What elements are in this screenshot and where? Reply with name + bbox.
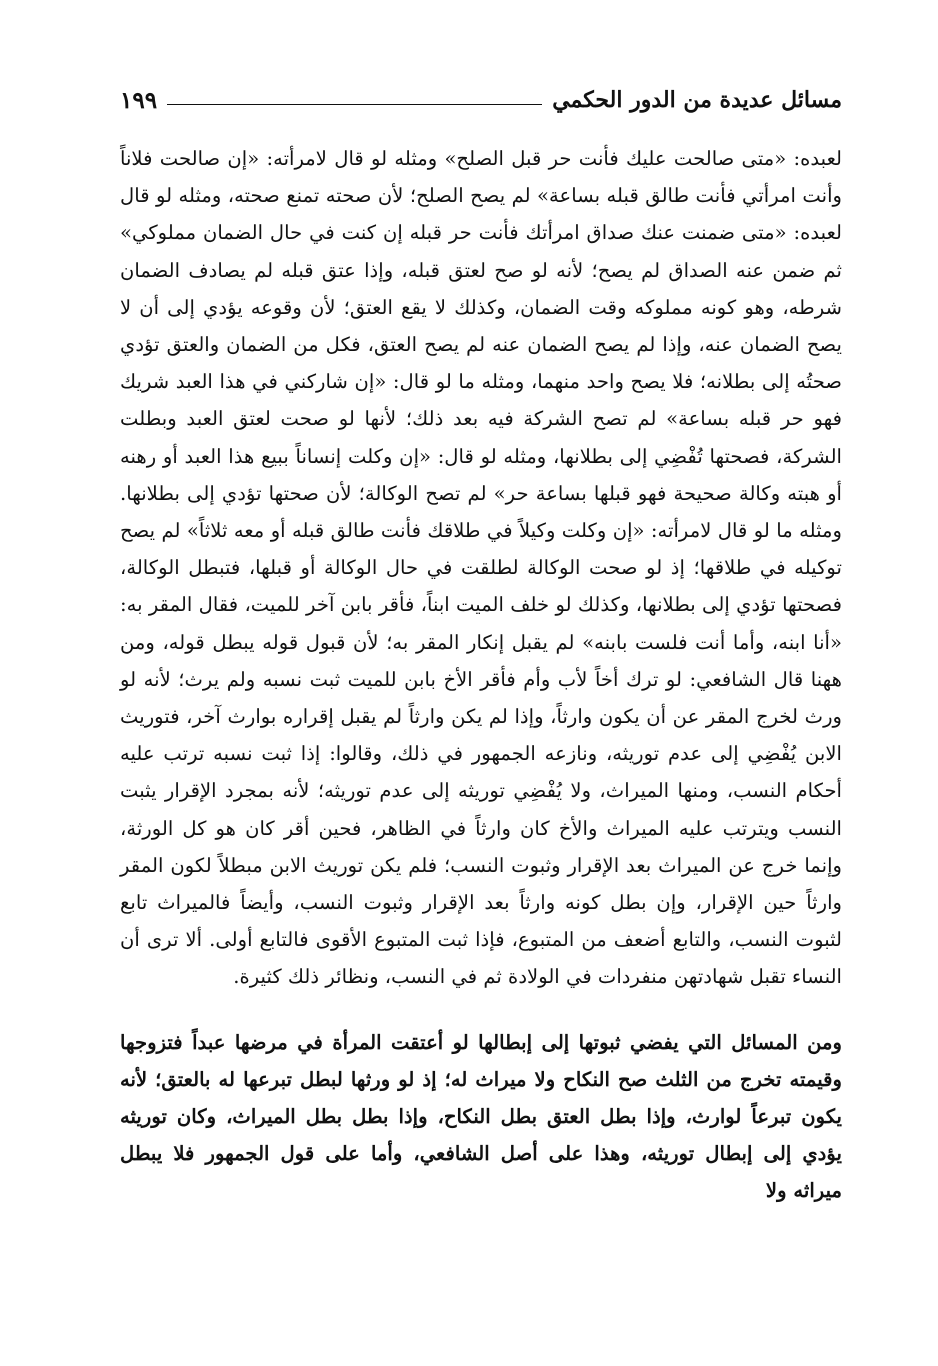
header-rule <box>167 104 542 105</box>
running-title: مسائل عديدة من الدور الحكمي <box>552 87 842 113</box>
page-number: ١٩٩ <box>120 86 158 114</box>
page-header <box>120 78 842 122</box>
paragraph: ومن المسائل التي يفضي ثبوتها إلى إبطالها لو أعتقت المرأة في مرضها عبداً فتزوجها وقيمته تخرج من الثلث صح النكاح ولا ميراث له؛ إذ لو ورثها لبطل تبرعها له بالعتق؛ لأنه يكون تبرعاً لوارث، وإذا بطل العتق بطل النكاح، وإذا بطل بطل الميراث، وكان توريثه يؤدي إلى إبطال توريثه، وهذا على أصل الشافعي، وأما على قول الجمهور فلا يبطل ميراثه ولا <box>120 1030 842 1203</box>
paragraph: لعبده: «متى صالحت عليك فأنت حر قبل الصلح» ومثله لو قال لامرأته: «إن صالحت فلاناً وأنت امرأتي فأنت طالق قبله بساعة» لم يصح الصلح؛ لأن صحته تمنع صحته، ومثله لو قال لعبده: «متى ضمنت عنك صداق امرأتك فأنت حر قبله إن كنت في حال الضمان مملوكي» ثم ضمن عنه الصداق لم يصح؛ لأنه لو صح لعتق قبله، وإذا عتق قبله لم يصادف الضمان شرطه، وهو كونه مملوكه وقت الضمان، وكذلك لا يقع العتق؛ لأن وقوعه يؤدي إلى أن لا يصح الضمان عنه، وإذا لم يصح الضمان عنه لم يصح العتق، فكل من الضمان والعتق تؤدي صحتُه إلى بطلانه؛ فلا يصح واحد منهما، ومثله ما لو قال: «إن شاركني في هذا العبد شريك فهو حر قبله بساعة» لم تصح الشركة فيه بعد ذلك؛ لأنها لو صحت لعتق العبد وبطلت الشركة، فصحتها تُفْضِي إلى بطلانها، ومثله لو قال: «إن وكلت إنساناً ببيع هذا العبد أو رهنه أو هبته وكالة صحيحة فهو قبلها بساعة حر» لم تصح الوكالة؛ لأن صحتها تؤدي إلى بطلانها. ومثله ما لو قال لامرأته: «إن وكلت وكيلاً في طلاقك فأنت طالق قبله أو معه ثلاثاً» لم يصح توكيله في طلاقها؛ إذ لو صحت الوكالة لطلقت في حال الوكالة أو قبلها، فتبطل الوكالة، فصحتها تؤدي إلى بطلانها، وكذلك لو خلف الميت ابناً، فأقر بابن آخر للميت، فقال المقر به: «أنا ابنه، وأما أنت فلست بابنه» لم يقبل إنكار المقر به؛ لأن قبول قوله يبطل قوله، ومن ههنا قال الشافعي: لو ترك أخاً لأب وأم فأقر الأخ بابن للميت ثبت نسبه ولم يرث؛ لأنه لو ورث لخرج المقر عن أن يكون وارثاً، وإذا لم يكن وارثاً لم يقبل إقراره بوارث آخر، فتوريث الابن يُفْضِي إلى عدم توريثه، ونازعه الجمهور في ذلك، وقالوا: إذا ثبت نسبه ترتب عليه أحكام النسب، ومنها الميراث، ولا يُفْضِي توريثه إلى عدم توريثه؛ لأنه بمجرد الإقرار يثبت النسب ويترتب عليه الميراث والأخ كان وارثاً في الظاهر، فحين أقر كان هو كل الورثة، وإنما خرج عن الميراث بعد الإقرار وثبوت النسب؛ فلم يكن توريث الابن مبطلاً لكون المقر وارثاً حين الإقرار، وإن بطل كونه وارثاً بعد الإقرار وثبوت النسب، وأيضاً فالميراث تابع لثبوت النسب، والتابع أضعف من المتبوع، فإذا ثبت المتبوع الأقوى فالتابع أولى. ألا ترى أن النساء تقبل شهادتهن منفردات في الولادة ثم في النسب، ونظائر ذلك كثيرة. <box>120 147 842 989</box>
body-text <box>120 140 842 1210</box>
